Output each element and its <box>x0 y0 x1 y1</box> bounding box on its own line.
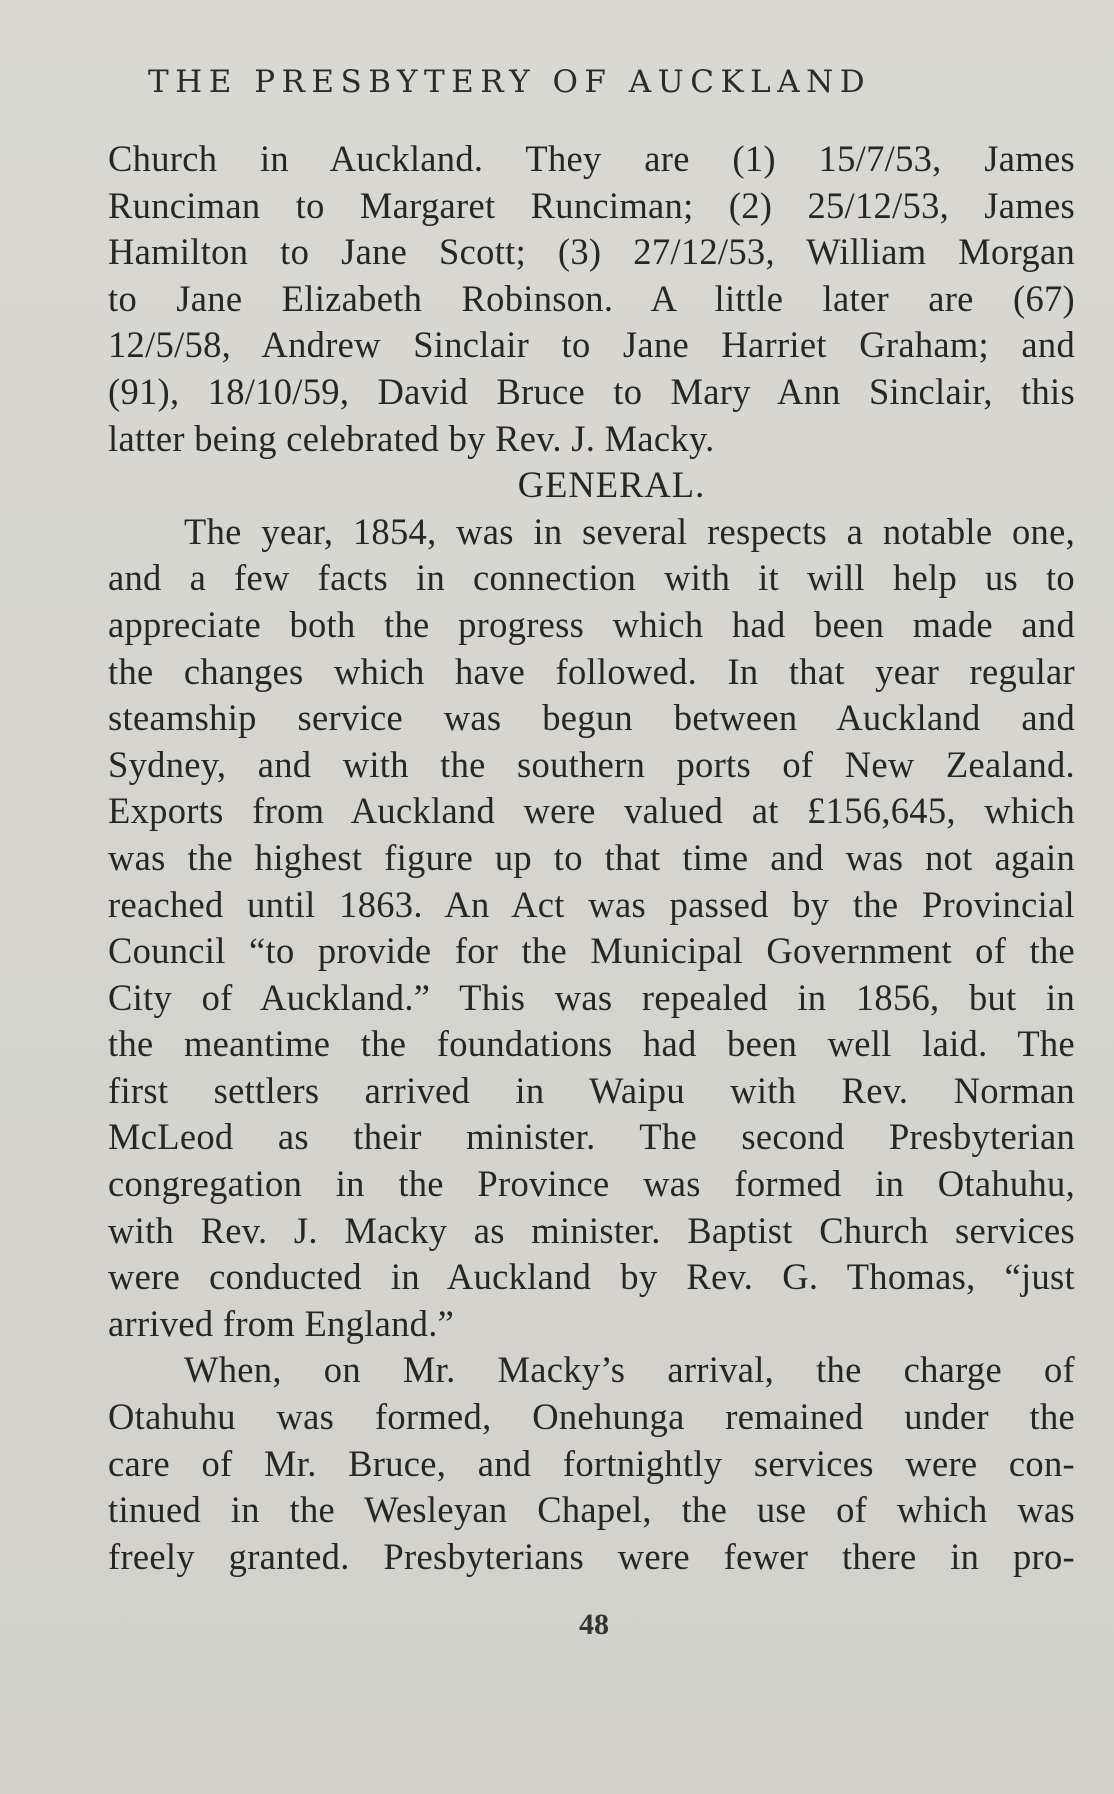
text-line: and a few facts in connection with it will help us to <box>108 557 1075 599</box>
text-line: care of Mr. Bruce, and fortnightly services were con- <box>108 1442 1075 1484</box>
text-line: to Jane Elizabeth Robinson. A little later are (67) <box>108 277 1075 319</box>
text-line: first settlers arrived in Waipu with Rev. Norman <box>108 1069 1075 1111</box>
text-line: reached until 1863. An Act was passed by the Provincial <box>108 883 1075 925</box>
text-line: steamship service was begun between Auckland and <box>108 697 1075 739</box>
text-line: Sydney, and with the southern ports of New Zealand. <box>108 743 1075 785</box>
text-line: Council “to provide for the Municipal Government of the <box>108 930 1075 972</box>
text-line: Runciman to Margaret Runciman; (2) 25/12/53, James <box>108 184 1075 226</box>
text-line: the changes which have followed. In that year regular <box>108 650 1075 692</box>
paragraph-2 <box>108 509 1075 1348</box>
text-line: with Rev. J. Macky as minister. Baptist Church services <box>108 1209 1075 1251</box>
text-line: The year, 1854, was in several respects a notable one, <box>184 510 1075 552</box>
text-line: latter being celebrated by Rev. J. Macky. <box>108 417 715 459</box>
paragraph-1 <box>108 136 1075 462</box>
running-head: THE PRESBYTERY OF AUCKLAND <box>148 64 872 100</box>
text-line: freely granted. Presbyterians were fewer there in pro- <box>108 1535 1075 1577</box>
text-line: Otahuhu was formed, Onehunga remained under the <box>108 1396 1075 1438</box>
text-line: Exports from Auckland were valued at £156,645, which <box>108 790 1075 832</box>
text-line: appreciate both the progress which had been made and <box>108 603 1075 645</box>
text-line: the meantime the foundations had been well laid. The <box>108 1023 1075 1065</box>
text-line: City of Auckland.” This was repealed in 1856, but in <box>108 976 1075 1018</box>
text-line: arrived from England.” <box>108 1302 455 1344</box>
text-line: When, on Mr. Macky’s arrival, the charge of <box>184 1349 1075 1391</box>
text-line: tinued in the Wesleyan Chapel, the use of which was <box>108 1489 1075 1531</box>
body-text <box>108 136 1075 1580</box>
text-line: congregation in the Province was formed in Otahuhu, <box>108 1163 1075 1205</box>
text-line: was the highest figure up to that time and was not again <box>108 836 1075 878</box>
text-line: Church in Auckland. They are (1) 15/7/53, James <box>108 138 1075 179</box>
text-line: (91), 18/10/59, David Bruce to Mary Ann Sinclair, this <box>108 370 1075 412</box>
text-line: 12/5/58, Andrew Sinclair to Jane Harriet Graham; and <box>108 324 1075 366</box>
page-number: 48 <box>579 1608 609 1641</box>
section-heading: GENERAL. <box>517 464 706 506</box>
text-line: Hamilton to Jane Scott; (3) 27/12/53, William Morgan <box>108 231 1075 273</box>
text-line: were conducted in Auckland by Rev. G. Thomas, “just <box>108 1256 1075 1298</box>
text-line: McLeod as their minister. The second Presbyterian <box>108 1116 1075 1158</box>
paragraph-3 <box>108 1347 1075 1580</box>
